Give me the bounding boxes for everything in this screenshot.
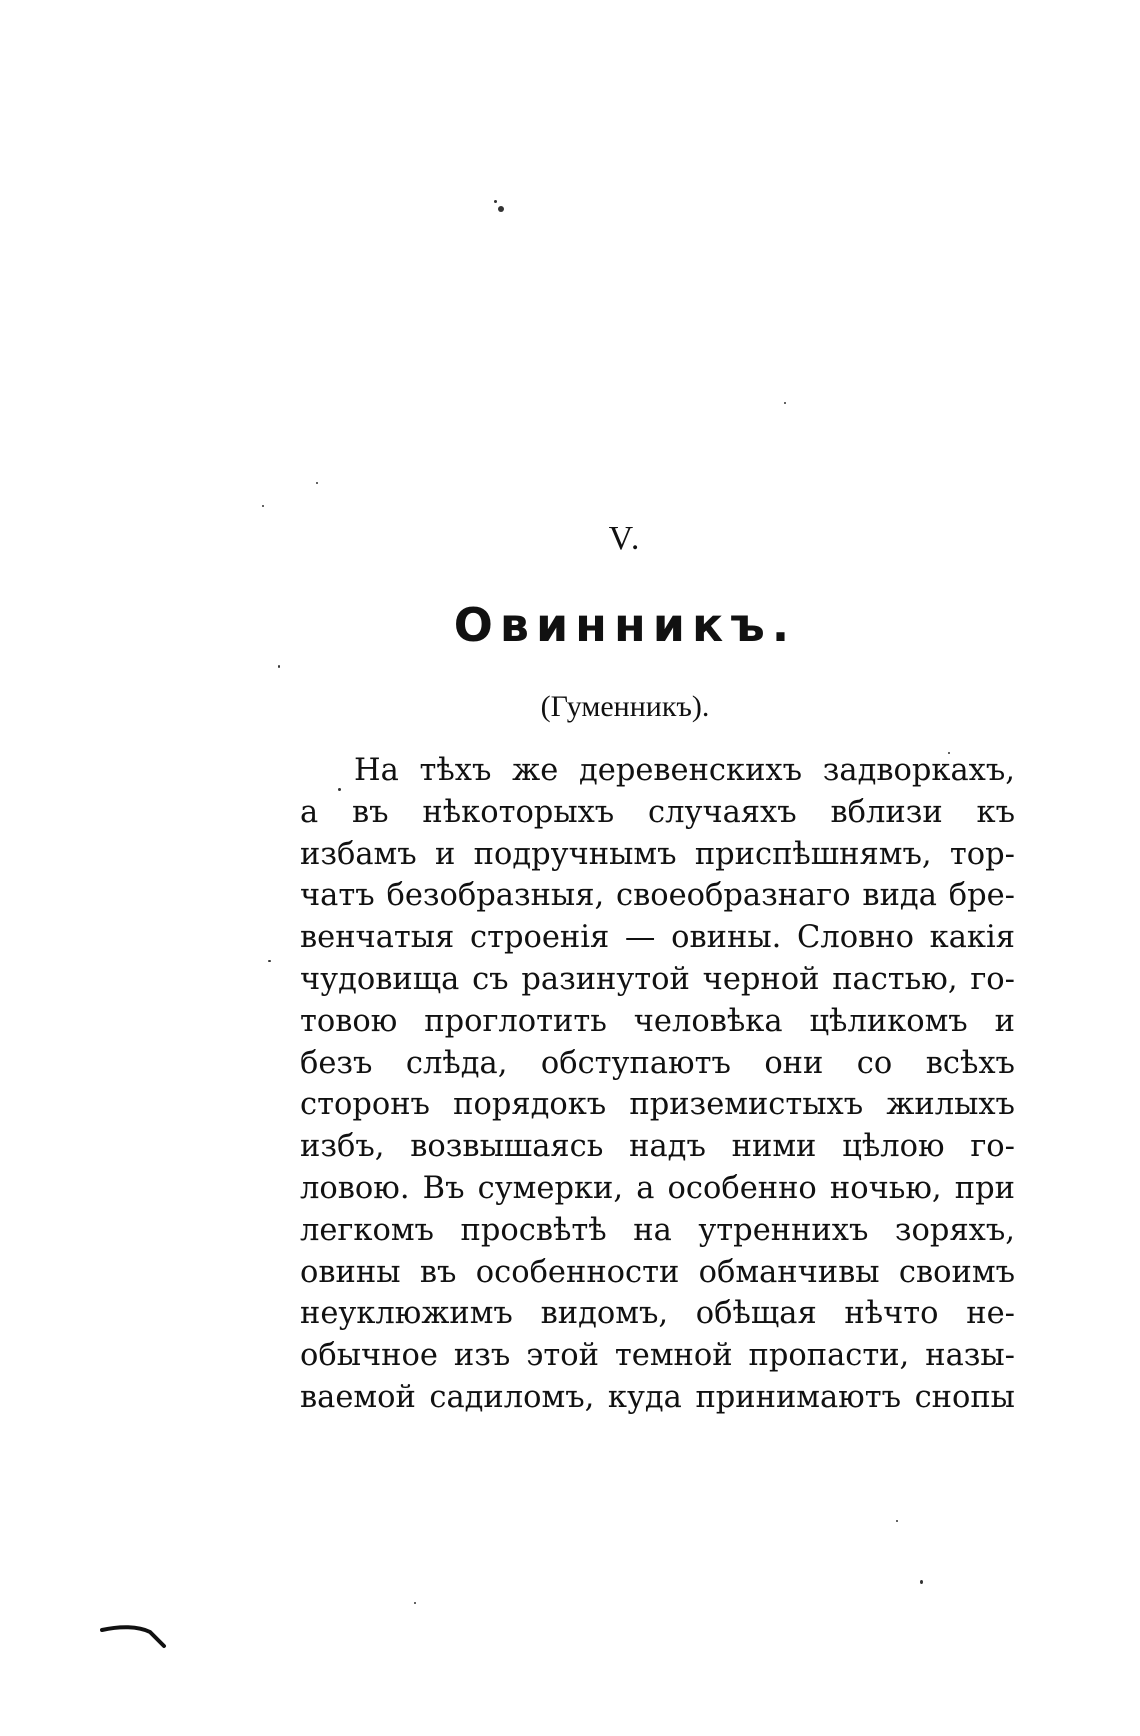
word: ваемой (300, 1379, 416, 1415)
word: на (633, 1212, 672, 1248)
word: ловою. (300, 1170, 410, 1206)
word: порядокъ (453, 1087, 607, 1123)
word: На (354, 753, 399, 788)
word: и (434, 836, 456, 872)
chapter-subtitle: (Гуменникъ). (540, 690, 710, 723)
word: — (624, 920, 656, 956)
word: куда (607, 1379, 682, 1415)
word: своеобразнаго (615, 878, 851, 914)
word: обѣщая (695, 1296, 817, 1332)
word: особенно (667, 1170, 817, 1206)
paragraph-line (300, 1168, 1015, 1210)
word: тор- (949, 836, 1015, 872)
ink-speck (268, 960, 271, 962)
ink-speck (896, 1520, 898, 1522)
word: пастью, (832, 961, 958, 997)
word: неуклюжимъ (300, 1296, 513, 1332)
word: безобразныя, (386, 878, 605, 914)
paragraph-line (300, 1126, 1015, 1168)
word: а (636, 1170, 655, 1206)
paragraph-line (300, 959, 1015, 1001)
word: обманчивы (698, 1254, 880, 1290)
word: человѣка (633, 1003, 783, 1039)
word: вблизи (830, 794, 943, 830)
chapter-title: Овинникъ. (453, 598, 797, 652)
word: темной (614, 1338, 733, 1374)
ink-speck (278, 665, 280, 668)
word: го- (970, 1129, 1015, 1165)
paragraph-line (300, 1293, 1015, 1335)
paragraph-line (300, 792, 1015, 834)
word: этой (526, 1338, 599, 1374)
word: бре- (948, 878, 1015, 914)
paragraph-line (300, 1043, 1015, 1085)
word: какія (929, 920, 1015, 956)
word: и (994, 1003, 1015, 1039)
word: слѣда, (405, 1045, 508, 1081)
paragraph-line (300, 917, 1015, 959)
word: возвышаясь (410, 1129, 604, 1165)
word: при (954, 1170, 1015, 1206)
word: утреннихъ (698, 1212, 869, 1248)
word: сумерки, (477, 1170, 624, 1206)
paragraph-line (300, 1252, 1015, 1294)
word: избамъ (300, 836, 417, 872)
word: ночью, (829, 1170, 942, 1206)
word: цѣлою (842, 1129, 945, 1165)
word: безъ (300, 1045, 373, 1081)
word: въ (419, 1254, 457, 1290)
word: чудовища (300, 961, 460, 997)
word: съ (472, 961, 509, 997)
word: видомъ, (540, 1296, 669, 1332)
paragraph-line (300, 1335, 1015, 1377)
word: чатъ (300, 878, 375, 914)
word: обычное (300, 1338, 438, 1374)
word: случаяхъ (648, 794, 797, 830)
word: товою (300, 1003, 398, 1039)
word: а (300, 794, 319, 830)
paragraph-line (300, 1377, 1015, 1419)
word: вида (862, 878, 937, 914)
word: разинутой (521, 961, 690, 997)
word: Словно (797, 920, 914, 956)
paragraph-line (300, 1084, 1015, 1126)
word: задворкахъ, (822, 753, 1015, 788)
word: садиломъ, (429, 1379, 595, 1415)
word: назы- (925, 1338, 1015, 1374)
word: приспѣшнямъ, (694, 836, 932, 872)
word: своимъ (898, 1254, 1015, 1290)
paragraph-line (300, 834, 1015, 876)
word: нѣчто (844, 1296, 939, 1332)
word: къ (976, 794, 1015, 830)
word: деревенскихъ (578, 753, 803, 788)
word: приземистыхъ (629, 1087, 864, 1123)
word: венчатыя (300, 920, 455, 956)
paragraph (300, 750, 1015, 1419)
ink-speck (262, 505, 264, 507)
word: принимаютъ (695, 1379, 902, 1415)
word: они (764, 1045, 824, 1081)
word: пропасти, (748, 1338, 910, 1374)
word: изъ (453, 1338, 511, 1374)
ink-speck (494, 200, 497, 203)
word: снопы (914, 1379, 1015, 1415)
ink-speck (784, 402, 786, 404)
paragraph-line (300, 1210, 1015, 1252)
paragraph-line (300, 750, 1015, 792)
word: избъ, (300, 1129, 385, 1165)
word: проглотить (424, 1003, 607, 1039)
word: легкомъ (300, 1212, 434, 1248)
word: сторонъ (300, 1087, 430, 1123)
paragraph-line (300, 1001, 1015, 1043)
word: обступаютъ (540, 1045, 731, 1081)
word: надъ (629, 1129, 706, 1165)
word: подручнымъ (473, 836, 677, 872)
word: зоряхъ, (894, 1212, 1015, 1248)
ink-speck (316, 482, 318, 484)
word: не- (966, 1296, 1015, 1332)
word: просвѣтѣ (460, 1212, 607, 1248)
word: нѣкоторыхъ (422, 794, 615, 830)
word: овины (300, 1254, 401, 1290)
word: особенности (475, 1254, 680, 1290)
word: Въ (422, 1170, 465, 1206)
word: ними (731, 1129, 817, 1165)
word: цѣликомъ (809, 1003, 968, 1039)
word: черной (702, 961, 820, 997)
chapter-number: V. (608, 520, 642, 557)
ink-stroke-mark (100, 1620, 170, 1650)
ink-speck (414, 1602, 416, 1604)
paragraph-line (300, 875, 1015, 917)
word: же (512, 753, 559, 788)
word: тѣхъ (419, 753, 492, 788)
ink-speck (498, 206, 504, 212)
word: овины. (671, 920, 782, 956)
word: жилыхъ (886, 1087, 1015, 1123)
word: въ (352, 794, 389, 830)
word: всѣхъ (925, 1045, 1015, 1081)
word: строенія (470, 920, 610, 956)
ink-speck (920, 1580, 923, 1584)
word: со (856, 1045, 893, 1081)
word: го- (970, 961, 1015, 997)
